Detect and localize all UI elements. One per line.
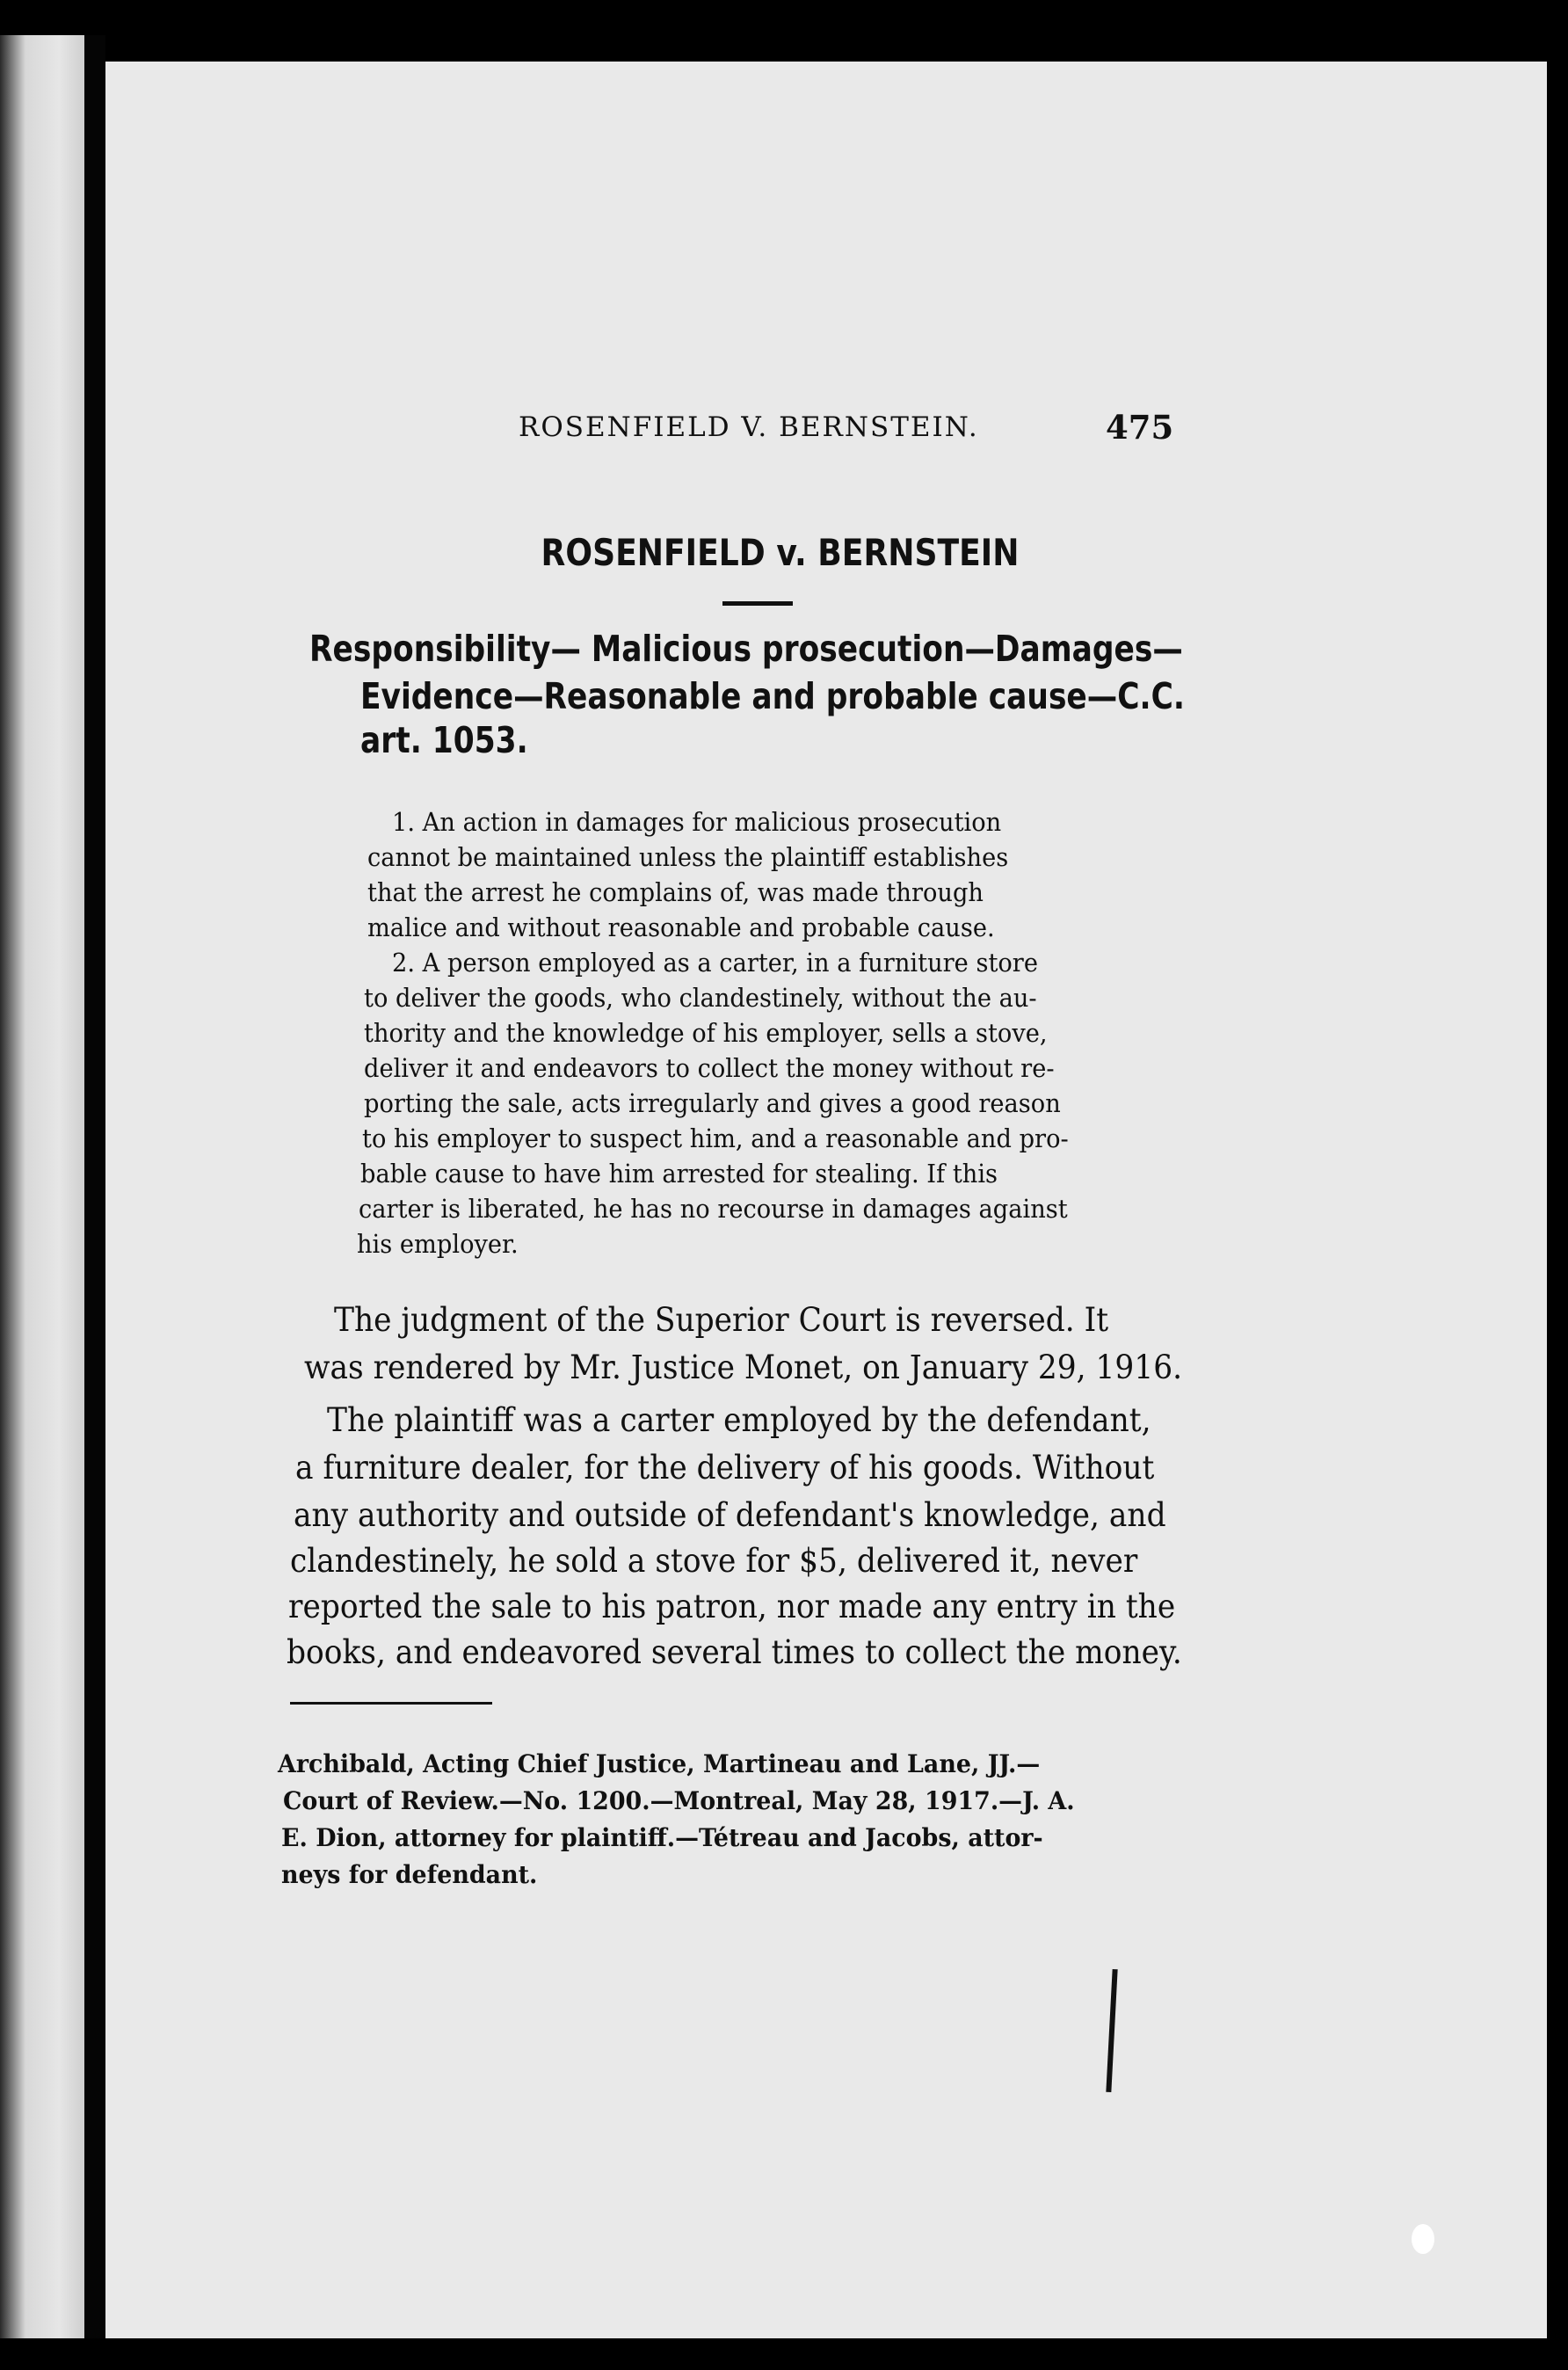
body-line: clandestinely, he sold a stove for $5, delivered it, never bbox=[290, 1542, 1138, 1580]
body-line: was rendered by Mr. Justice Monet, on January 29, 1916. bbox=[304, 1349, 1183, 1386]
title-divider bbox=[722, 601, 793, 606]
footnote-line: E. Dion, attorney for plaintiff.—Tétreau and Jacobs, attor- bbox=[281, 1823, 1043, 1852]
body-line: books, and endeavored several times to collect the money. bbox=[287, 1633, 1182, 1671]
headnote-line: Evidence—Reasonable and probable cause—C.C. bbox=[360, 675, 1185, 717]
body-line: any authority and outside of defendant's knowledge, and bbox=[294, 1496, 1166, 1534]
body-line: reported the sale to his patron, nor made any entry in the bbox=[288, 1588, 1176, 1625]
syllabus-line: thority and the knowledge of his employer, sells a stove, bbox=[364, 1018, 1048, 1048]
syllabus-line: malice and without reasonable and probable cause. bbox=[367, 912, 995, 942]
headnote-line: art. 1053. bbox=[360, 719, 528, 761]
syllabus-line: his employer. bbox=[357, 1229, 519, 1259]
page-number: 475 bbox=[1106, 408, 1174, 447]
book-gutter bbox=[84, 35, 105, 2338]
footnote-line: neys for defendant. bbox=[281, 1860, 538, 1889]
syllabus-line: bable cause to have him arrested for stealing. If this bbox=[360, 1159, 998, 1189]
footnote-line: Court of Review.—No. 1200.—Montreal, May 28, 1917.—J. A. bbox=[283, 1786, 1075, 1815]
syllabus-line: porting the sale, acts irregularly and gives a good reason bbox=[364, 1088, 1061, 1118]
headnote-line: Responsibility— Malicious prosecution—Damages— bbox=[309, 628, 1183, 670]
syllabus-line: to his employer to suspect him, and a reasonable and pro- bbox=[362, 1123, 1069, 1153]
syllabus-line: deliver it and endeavors to collect the money without re- bbox=[364, 1053, 1055, 1083]
footnote-line: Archibald, Acting Chief Justice, Martineau and Lane, JJ.— bbox=[278, 1749, 1041, 1778]
body-line: The plaintiff was a carter employed by the defendant, bbox=[327, 1401, 1151, 1439]
paper-blemish bbox=[1412, 2224, 1434, 2254]
case-title: ROSENFIELD v. BERNSTEIN bbox=[541, 531, 1020, 574]
syllabus-line: cannot be maintained unless the plaintiff establishes bbox=[367, 842, 1009, 872]
body-line: a furniture dealer, for the delivery of his goods. Without bbox=[295, 1449, 1155, 1487]
syllabus-line: that the arrest he complains of, was made through bbox=[367, 877, 984, 907]
footnote-divider bbox=[290, 1702, 492, 1705]
body-line: The judgment of the Superior Court is reversed. It bbox=[334, 1301, 1109, 1339]
facing-page-edge bbox=[0, 35, 84, 2338]
syllabus-line: to deliver the goods, who clandestinely, without the au- bbox=[364, 983, 1037, 1013]
running-head: ROSENFIELD V. BERNSTEIN. bbox=[519, 411, 979, 443]
syllabus-line: carter is liberated, he has no recourse in damages against bbox=[359, 1194, 1068, 1224]
syllabus-line: 1. An action in damages for malicious prosecution bbox=[392, 807, 1002, 837]
syllabus-line: 2. A person employed as a carter, in a furniture store bbox=[392, 948, 1038, 978]
